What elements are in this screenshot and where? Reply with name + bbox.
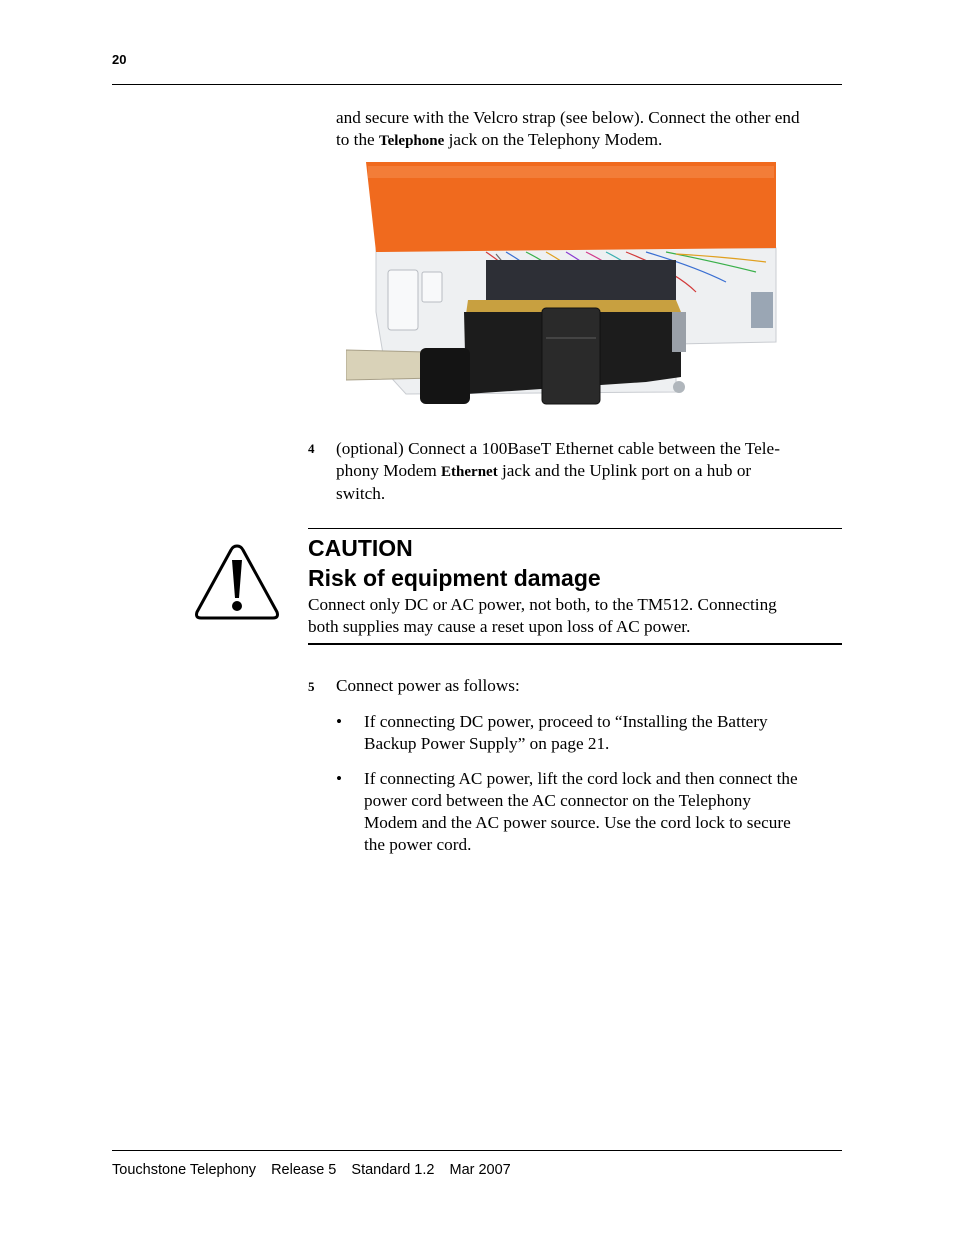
bullet-1-line-2: Backup Power Supply” on page 21.	[364, 734, 610, 753]
step-4-line-2	[336, 460, 846, 483]
ethernet-jack-label: Ethernet	[441, 464, 498, 480]
telephony-modem-photo	[346, 162, 778, 408]
bullet-2-line-4: the power cord.	[364, 835, 472, 854]
bullet-1-glyph: •	[336, 712, 343, 731]
step-4-line-1: (optional) Connect a 100BaseT Ethernet cable between the Tele-	[336, 439, 780, 458]
screw-head	[673, 381, 685, 393]
telephone-jack-label: Telephone	[378, 133, 445, 149]
footer-standard: Standard 1.2	[351, 1162, 435, 1178]
connector-opening	[486, 260, 676, 300]
step-4-line-3: switch.	[336, 484, 386, 503]
step-5-number: 5	[308, 679, 315, 694]
caution-line-2: both supplies may cause a reset upon loss of AC power.	[308, 617, 691, 636]
intro-line-2-pre: to the	[336, 130, 379, 149]
step-4-number: 4	[308, 441, 315, 456]
step-4-line-2-post: jack and the Uplink port on a hub or	[497, 461, 752, 480]
bullet-1-line-1: If connecting DC power, proceed to “Installing the Battery	[364, 712, 768, 731]
page-footer	[112, 1162, 522, 1178]
footer-date: Mar 2007	[449, 1162, 511, 1178]
intro-line-2	[336, 129, 846, 152]
caution-title: CAUTION	[308, 535, 413, 561]
step-4-text	[336, 438, 846, 505]
caution-subtitle: Risk of equipment damage	[308, 565, 601, 591]
bullet-2-line-2: power cord between the AC connector on the Telephony	[364, 791, 751, 810]
intro-line-1: and secure with the Velcro strap (see below). Connect the other end	[336, 108, 800, 127]
bullet-1-text	[364, 711, 844, 755]
bullet-2-text	[364, 768, 844, 856]
chassis-slot	[751, 292, 773, 328]
footer-rule	[112, 1150, 842, 1151]
intro-paragraph	[336, 107, 846, 152]
footer-release: Release 5	[271, 1162, 337, 1178]
caution-line-1: Connect only DC or AC power, not both, to the TM512. Connecting	[308, 595, 777, 614]
cover-highlight	[368, 166, 774, 178]
footer-product: Touchstone Telephony	[112, 1162, 257, 1178]
step-5-text: Connect power as follows:	[336, 676, 520, 695]
page-number: 20	[112, 52, 127, 67]
header-rule	[112, 84, 842, 85]
velcro-strap	[542, 308, 600, 404]
caution-bottom-rule	[308, 643, 842, 645]
caution-top-rule	[308, 528, 842, 529]
bullet-2-glyph: •	[336, 769, 343, 788]
intro-line-2-post: jack on the Telephony Modem.	[444, 130, 663, 149]
bullet-2-line-1: If connecting AC power, lift the cord lock and then connect the	[364, 769, 798, 788]
warning-triangle-icon	[193, 542, 281, 622]
chassis-latch	[388, 270, 418, 330]
connector-screw	[672, 312, 686, 352]
step-4-line-2-pre: phony Modem	[336, 461, 442, 480]
bullet-2-line-3: Modem and the AC power source. Use the cord lock to secure	[364, 813, 791, 832]
chassis-tab	[422, 272, 442, 302]
cable-strain-relief	[420, 348, 470, 404]
caution-message	[308, 594, 842, 638]
